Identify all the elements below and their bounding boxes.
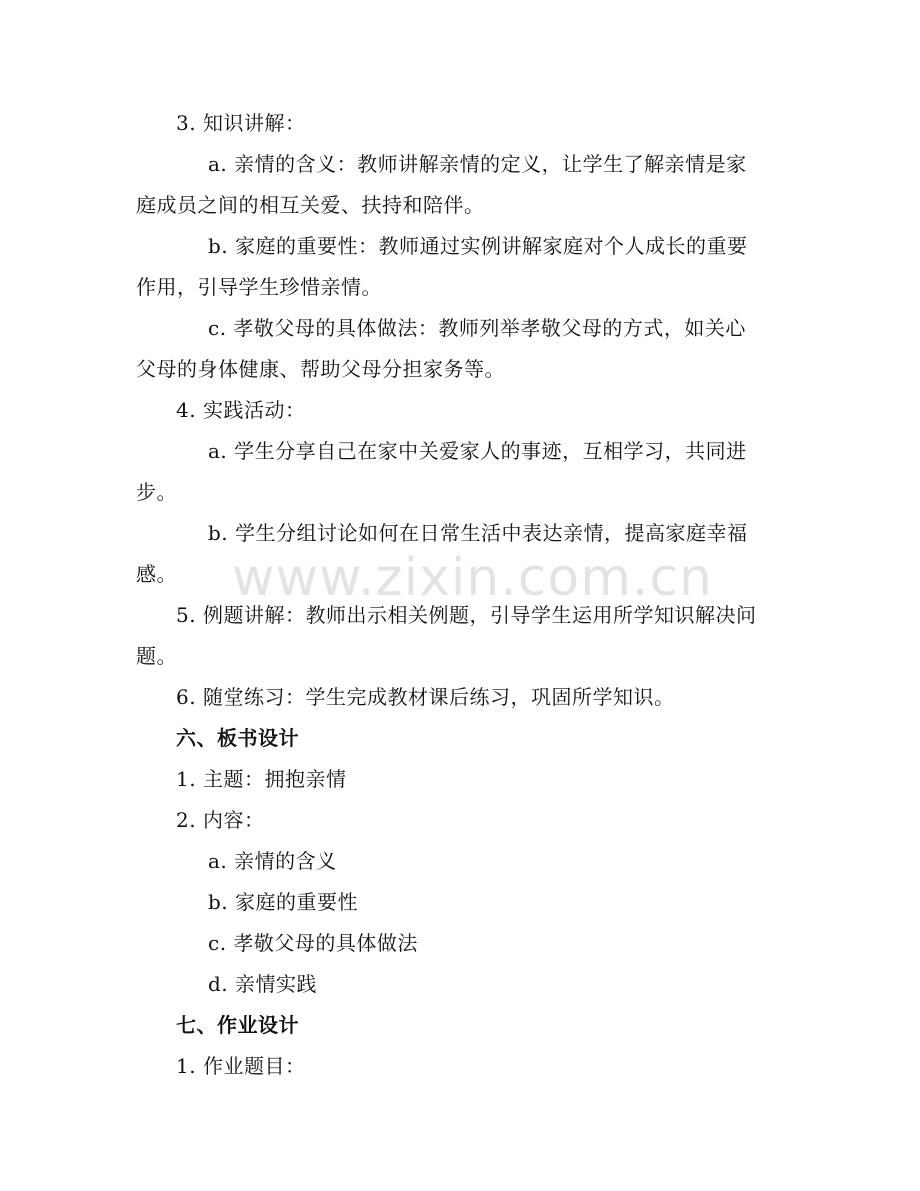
item-6-line: 6. 随堂练习：学生完成教材课后练习，巩固所学知识。 [176,685,675,709]
item-3a-line-2: 庭成员之间的相互关爱、扶持和陪伴。 [136,193,485,217]
board-subitem-a: a. 亲情的含义 [208,849,337,873]
board-subitem-b: b. 家庭的重要性 [208,890,359,914]
item-4b-line-1: b. 学生分组讨论如何在日常生活中表达亲情，提高家庭幸福 [208,521,748,545]
homework-item-1: 1. 作业题目： [176,1054,306,1078]
board-item-1: 1. 主题：拥抱亲情 [176,767,347,791]
item-4-heading: 4. 实践活动： [176,398,306,422]
board-item-2: 2. 内容： [176,808,265,832]
item-3a-line-1: a. 亲情的含义：教师讲解亲情的定义，让学生了解亲情是家 [208,152,747,176]
item-4a-line-2: 步。 [136,480,177,504]
watermark-text: www.zixin.com.cn [232,548,713,608]
item-4a-line-1: a. 学生分享自己在家中关爱家人的事迹，互相学习，共同进 [208,439,747,463]
item-5-line-2: 题。 [136,644,177,668]
item-3b-line-1: b. 家庭的重要性：教师通过实例讲解家庭对个人成长的重要 [208,234,748,258]
item-3c-line-2: 父母的身体健康、帮助父母分担家务等。 [136,357,505,381]
item-3c-line-1: c. 孝敬父母的具体做法：教师列举孝敬父母的方式，如关心 [208,316,746,340]
item-3b-line-2: 作用，引导学生珍惜亲情。 [136,275,382,299]
section-6-heading: 六、板书设计 [176,726,299,750]
item-3-heading: 3. 知识讲解： [176,111,306,135]
board-subitem-d: d. 亲情实践 [208,972,318,996]
item-5-line-1: 5. 例题讲解：教师出示相关例题，引导学生运用所学知识解决问 [176,603,757,627]
board-subitem-c: c. 孝敬父母的具体做法 [208,931,418,955]
item-4b-line-2: 感。 [136,562,177,586]
section-7-heading: 七、作业设计 [176,1013,299,1037]
